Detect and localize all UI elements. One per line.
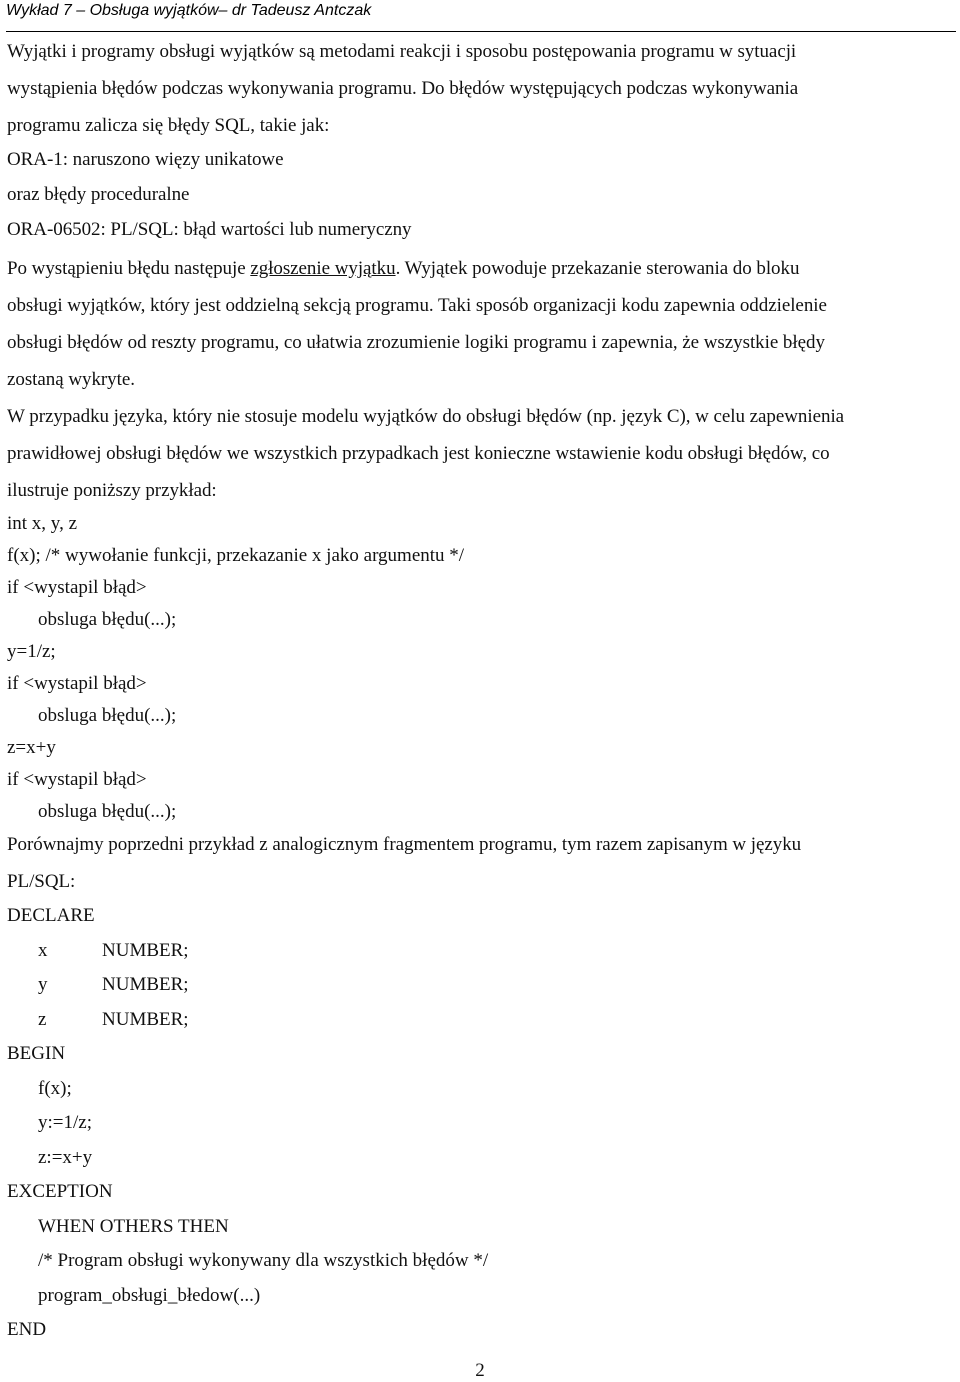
paragraph-line: zostaną wykryte. <box>7 369 135 390</box>
c-language-paragraph <box>7 398 953 509</box>
paragraph-line: obsługi błędów od reszty programu, co ułatwia zrozumienie logiki programu i zapewnia, że wszystkie błędy <box>7 332 825 353</box>
error-example: ORA-1: naruszono więzy unikatowe <box>7 149 284 170</box>
comparison-paragraph <box>7 826 953 900</box>
page-number: 2 <box>475 1360 485 1381</box>
paragraph-line: W przypadku języka, który nie stosuje modelu wyjątków do obsługi błędów (np. język C), w celu zapewnienia <box>7 406 845 427</box>
variable-name: z <box>38 1008 47 1030</box>
code-keyword: EXCEPTION <box>7 1181 113 1202</box>
code-keyword: END <box>7 1319 47 1340</box>
variable-type: NUMBER; <box>102 939 189 961</box>
intro-line: programu zalicza się błędy SQL, takie jak: <box>7 115 330 136</box>
paragraph-line: obsługi wyjątków, który jest oddzielną sekcją programu. Taki sposób organizacji kodu zapewnia oddzielenie <box>7 295 827 316</box>
paragraph-line: Porównajmy poprzedni przykład z analogicznym fragmentem programu, tym razem zapisanym w języku <box>7 834 802 855</box>
code-line: obsluga błędu(...); <box>38 609 177 630</box>
variable-declaration <box>7 934 907 969</box>
intro-line: wystąpienia błędów podczas wykonywania programu. Do błędów występujących podczas wykonywania <box>7 78 799 99</box>
plsql-code-example <box>7 899 907 1348</box>
intro-line: Wyjątki i programy obsługi wyjątków są metodami reakcji i sposobu postępowania programu w sytuacji <box>7 41 797 62</box>
code-line: obsluga błędu(...); <box>38 801 177 822</box>
code-line: WHEN OTHERS THEN <box>38 1215 229 1237</box>
code-line: program_obsługi_błedow(...) <box>38 1284 261 1306</box>
variable-type: NUMBER; <box>102 1008 189 1030</box>
code-line: y:=1/z; <box>38 1112 92 1133</box>
paragraph-line: PL/SQL: <box>7 871 76 892</box>
exception-paragraph <box>7 250 953 398</box>
code-line: /* Program obsługi wykonywany dla wszystkich błędów */ <box>38 1250 489 1271</box>
error-example: oraz błędy proceduralne <box>7 184 190 205</box>
text-span: Po wystąpieniu błędu następuje <box>7 258 251 279</box>
paragraph-line <box>7 250 953 287</box>
code-line: f(x); /* wywołanie funkcji, przekazanie x jako argumentu */ <box>7 545 465 566</box>
running-header <box>6 0 956 32</box>
code-line: obsluga błędu(...); <box>38 705 177 726</box>
variable-declaration <box>7 968 907 1003</box>
variable-name: x <box>38 939 48 961</box>
intro-paragraph <box>7 33 953 144</box>
code-line: if <wystapil błąd> <box>7 673 147 694</box>
code-line: z=x+y <box>7 737 56 758</box>
code-line: y=1/z; <box>7 641 56 662</box>
error-examples <box>7 142 953 247</box>
code-line: if <wystapil błąd> <box>7 577 147 598</box>
code-line: int x, y, z <box>7 513 78 534</box>
code-line: f(x); <box>38 1077 72 1099</box>
underlined-term: zgłoszenie wyjątku <box>250 258 396 279</box>
variable-name: y <box>38 974 48 995</box>
c-code-example <box>7 508 907 828</box>
variable-type: NUMBER; <box>102 974 189 995</box>
code-line: if <wystapil błąd> <box>7 769 147 790</box>
text-span: . Wyjątek powoduje przekazanie sterowania do bloku <box>395 258 800 279</box>
code-keyword: BEGIN <box>7 1043 66 1064</box>
variable-declaration <box>7 1003 907 1038</box>
paragraph-line: ilustruje poniższy przykład: <box>7 480 217 501</box>
code-line: z:=x+y <box>38 1146 93 1168</box>
paragraph-line: prawidłowej obsługi błędów we wszystkich przypadkach jest konieczne wstawienie kodu obsługi błędów, co <box>7 443 830 464</box>
code-keyword: DECLARE <box>7 905 95 926</box>
header-title: Wykład 7 – Obsługa wyjątków– dr Tadeusz Antczak <box>6 2 372 19</box>
error-example: ORA-06502: PL/SQL: błąd wartości lub numeryczny <box>7 219 412 240</box>
